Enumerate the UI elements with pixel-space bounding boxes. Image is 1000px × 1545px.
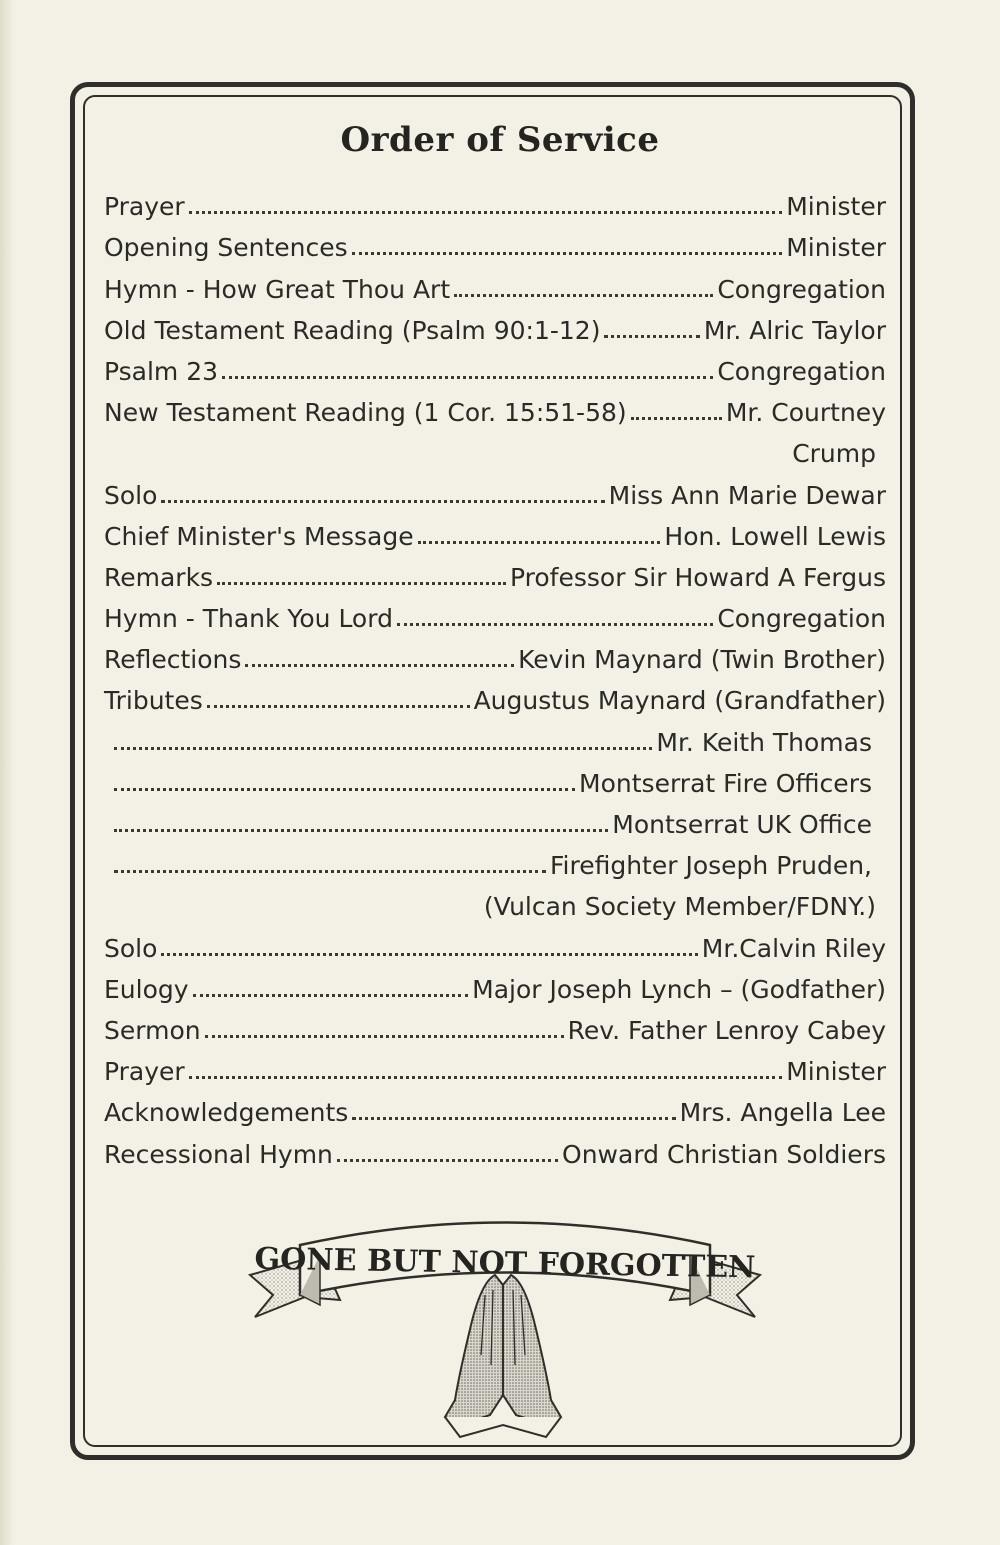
service-item-title: Hymn - How Great Thou Art	[104, 274, 451, 304]
dot-leader	[337, 1159, 558, 1162]
service-item-title: Recessional Hymn	[104, 1139, 333, 1169]
participant-name: Rev. Father Lenroy Cabey	[567, 1015, 886, 1045]
service-item-title: Chief Minister's Message	[104, 521, 414, 551]
service-item-title: Remarks	[104, 562, 214, 592]
dot-leader	[352, 252, 783, 255]
service-item	[104, 592, 886, 633]
dot-leader	[189, 1076, 783, 1079]
service-item	[104, 304, 886, 345]
dot-leader	[604, 335, 699, 338]
tribute-entry	[104, 798, 886, 839]
participant-name: Kevin Maynard (Twin Brother)	[518, 645, 886, 675]
order-of-service-list	[104, 180, 886, 1169]
banner-and-praying-hands-icon	[245, 1205, 765, 1440]
service-item	[104, 1045, 886, 1086]
service-item-continuation	[104, 880, 886, 921]
dot-leader	[193, 994, 469, 997]
dot-leader	[245, 664, 514, 667]
participant-name: Mr. Keith Thomas	[656, 727, 872, 757]
participant-name: Mrs. Angella Lee	[679, 1098, 886, 1128]
service-item-title: Opening Sentences	[104, 233, 348, 263]
gone-but-not-forgotten-emblem	[245, 1205, 765, 1440]
dot-leader	[217, 582, 506, 585]
participant-name: Minister	[786, 1057, 886, 1087]
participant-name: Crump	[792, 439, 876, 469]
participant-name: (Vulcan Society Member/FDNY.)	[483, 892, 876, 922]
participant-name: Minister	[786, 192, 886, 222]
dot-leader	[205, 1035, 564, 1038]
service-item-title: New Testament Reading (1 Cor. 15:51-58)	[104, 398, 627, 428]
dot-leader	[189, 211, 783, 214]
service-item	[104, 1086, 886, 1127]
dot-leader	[207, 705, 470, 708]
participant-name: Mr.Calvin Riley	[701, 933, 886, 963]
service-item	[104, 386, 886, 427]
participant-name: Professor Sir Howard A Fergus	[510, 562, 886, 592]
participant-name: Miss Ann Marie Dewar	[608, 480, 886, 510]
service-item-title: Prayer	[104, 192, 185, 222]
service-item	[104, 921, 886, 962]
service-item-title: Hymn - Thank You Lord	[104, 604, 393, 634]
service-item	[104, 1127, 886, 1168]
service-item-title: Sermon	[104, 1015, 201, 1045]
participant-name: Minister	[786, 233, 886, 263]
dot-leader	[114, 747, 652, 750]
participant-name: Firefighter Joseph Pruden,	[549, 851, 872, 881]
service-item	[104, 674, 886, 715]
service-item	[104, 510, 886, 551]
dot-leader	[114, 870, 546, 873]
participant-name: Montserrat UK Office	[612, 810, 872, 839]
service-item	[104, 633, 886, 674]
participant-name: Mr. Courtney	[725, 398, 886, 428]
participant-name: Congregation	[717, 274, 886, 304]
service-item-title: Psalm 23	[104, 356, 219, 386]
page-title: Order of Service	[340, 120, 660, 160]
participant-name: Onward Christian Soldiers	[562, 1139, 886, 1169]
dot-leader	[161, 500, 604, 503]
service-item-title: Tributes	[104, 686, 203, 716]
praying-hands-icon	[445, 1275, 561, 1437]
service-item	[104, 345, 886, 386]
tribute-entry	[104, 839, 886, 880]
service-item-continuation	[104, 427, 886, 468]
participant-name: Mr. Alric Taylor	[703, 315, 886, 345]
dot-leader	[114, 788, 575, 791]
dot-leader	[114, 829, 608, 832]
dot-leader	[352, 1117, 675, 1120]
service-item-title: Old Testament Reading (Psalm 90:1-12)	[104, 315, 601, 345]
participant-name: Major Joseph Lynch – (Godfather)	[472, 974, 886, 1004]
service-item	[104, 551, 886, 592]
participant-name: Montserrat Fire Officers	[579, 768, 872, 798]
banner-text: GONE BUT NOT FORGOTTEN	[254, 1241, 756, 1286]
dot-leader	[631, 417, 722, 420]
dot-leader	[454, 294, 713, 297]
page-edge	[0, 0, 14, 1545]
service-item	[104, 221, 886, 262]
dot-leader	[161, 953, 697, 956]
service-item	[104, 1004, 886, 1045]
service-item	[104, 180, 886, 221]
service-item	[104, 963, 886, 1004]
participant-name: Augustus Maynard (Grandfather)	[473, 686, 886, 716]
participant-name: Congregation	[717, 604, 886, 634]
service-item-title: Eulogy	[104, 974, 189, 1004]
dot-leader	[418, 541, 661, 544]
service-item-title: Prayer	[104, 1057, 185, 1087]
service-item-title: Reflections	[104, 645, 242, 675]
participant-name: Congregation	[717, 356, 886, 386]
service-item	[104, 468, 886, 509]
dot-leader	[222, 376, 713, 379]
service-item-title: Solo	[104, 480, 158, 510]
service-item-title: Acknowledgements	[104, 1098, 349, 1128]
tribute-entry	[104, 757, 886, 798]
participant-name: Hon. Lowell Lewis	[664, 521, 886, 551]
service-item	[104, 262, 886, 303]
service-item-title: Solo	[104, 933, 158, 963]
dot-leader	[397, 623, 713, 626]
tribute-entry	[104, 715, 886, 756]
